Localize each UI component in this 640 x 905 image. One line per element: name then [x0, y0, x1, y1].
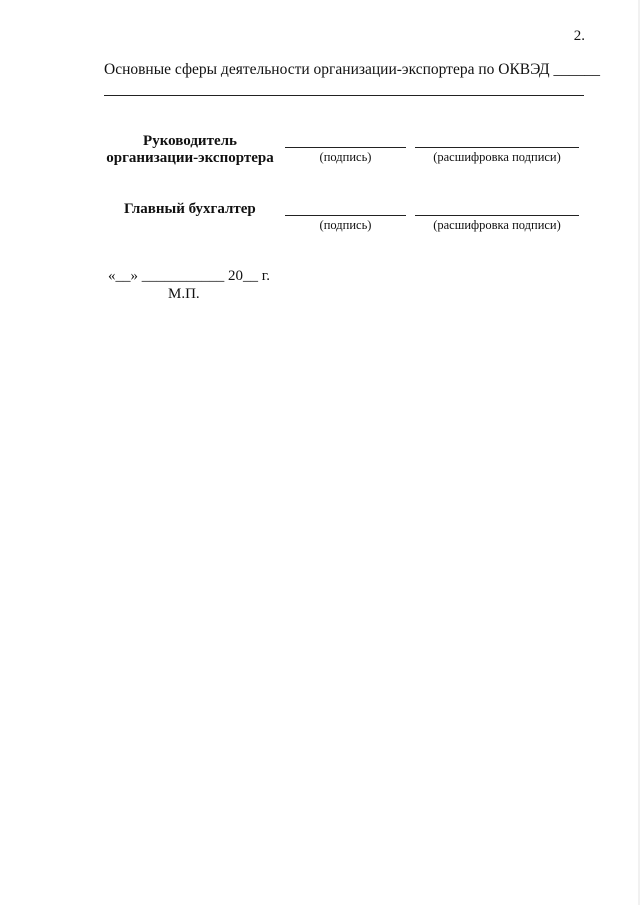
okved-continuation-line — [104, 95, 584, 96]
accountant-decryption-caption: (расшифровка подписи) — [433, 218, 561, 232]
date-line — [108, 268, 270, 285]
accountant-signature-caption: (подпись) — [319, 218, 372, 232]
director-title-line2: организации-экспортера — [106, 150, 274, 166]
okved-label: Основные сферы деятельности организации-экспортера по ОКВЭД — [104, 61, 550, 78]
director-decryption-caption: (расшифровка подписи) — [433, 150, 561, 164]
director-signature-line — [285, 147, 406, 148]
page-number: 2. — [573, 28, 585, 44]
accountant-signature-line — [285, 215, 406, 216]
accountant-title: Главный бухгалтер — [124, 201, 256, 217]
date-year: 20__ — [228, 268, 258, 284]
stamp-place: М.П. — [168, 286, 200, 302]
director-signature-caption: (подпись) — [319, 150, 372, 164]
date-day: «__» — [108, 268, 138, 284]
okved-line — [104, 61, 600, 79]
okved-blank: ______ — [553, 61, 601, 78]
director-title-line1: Руководитель — [143, 133, 237, 149]
date-month-blank: ___________ — [141, 268, 225, 284]
accountant-decryption-line — [415, 215, 579, 216]
date-year-suffix: г. — [261, 268, 270, 284]
director-decryption-line — [415, 147, 579, 148]
